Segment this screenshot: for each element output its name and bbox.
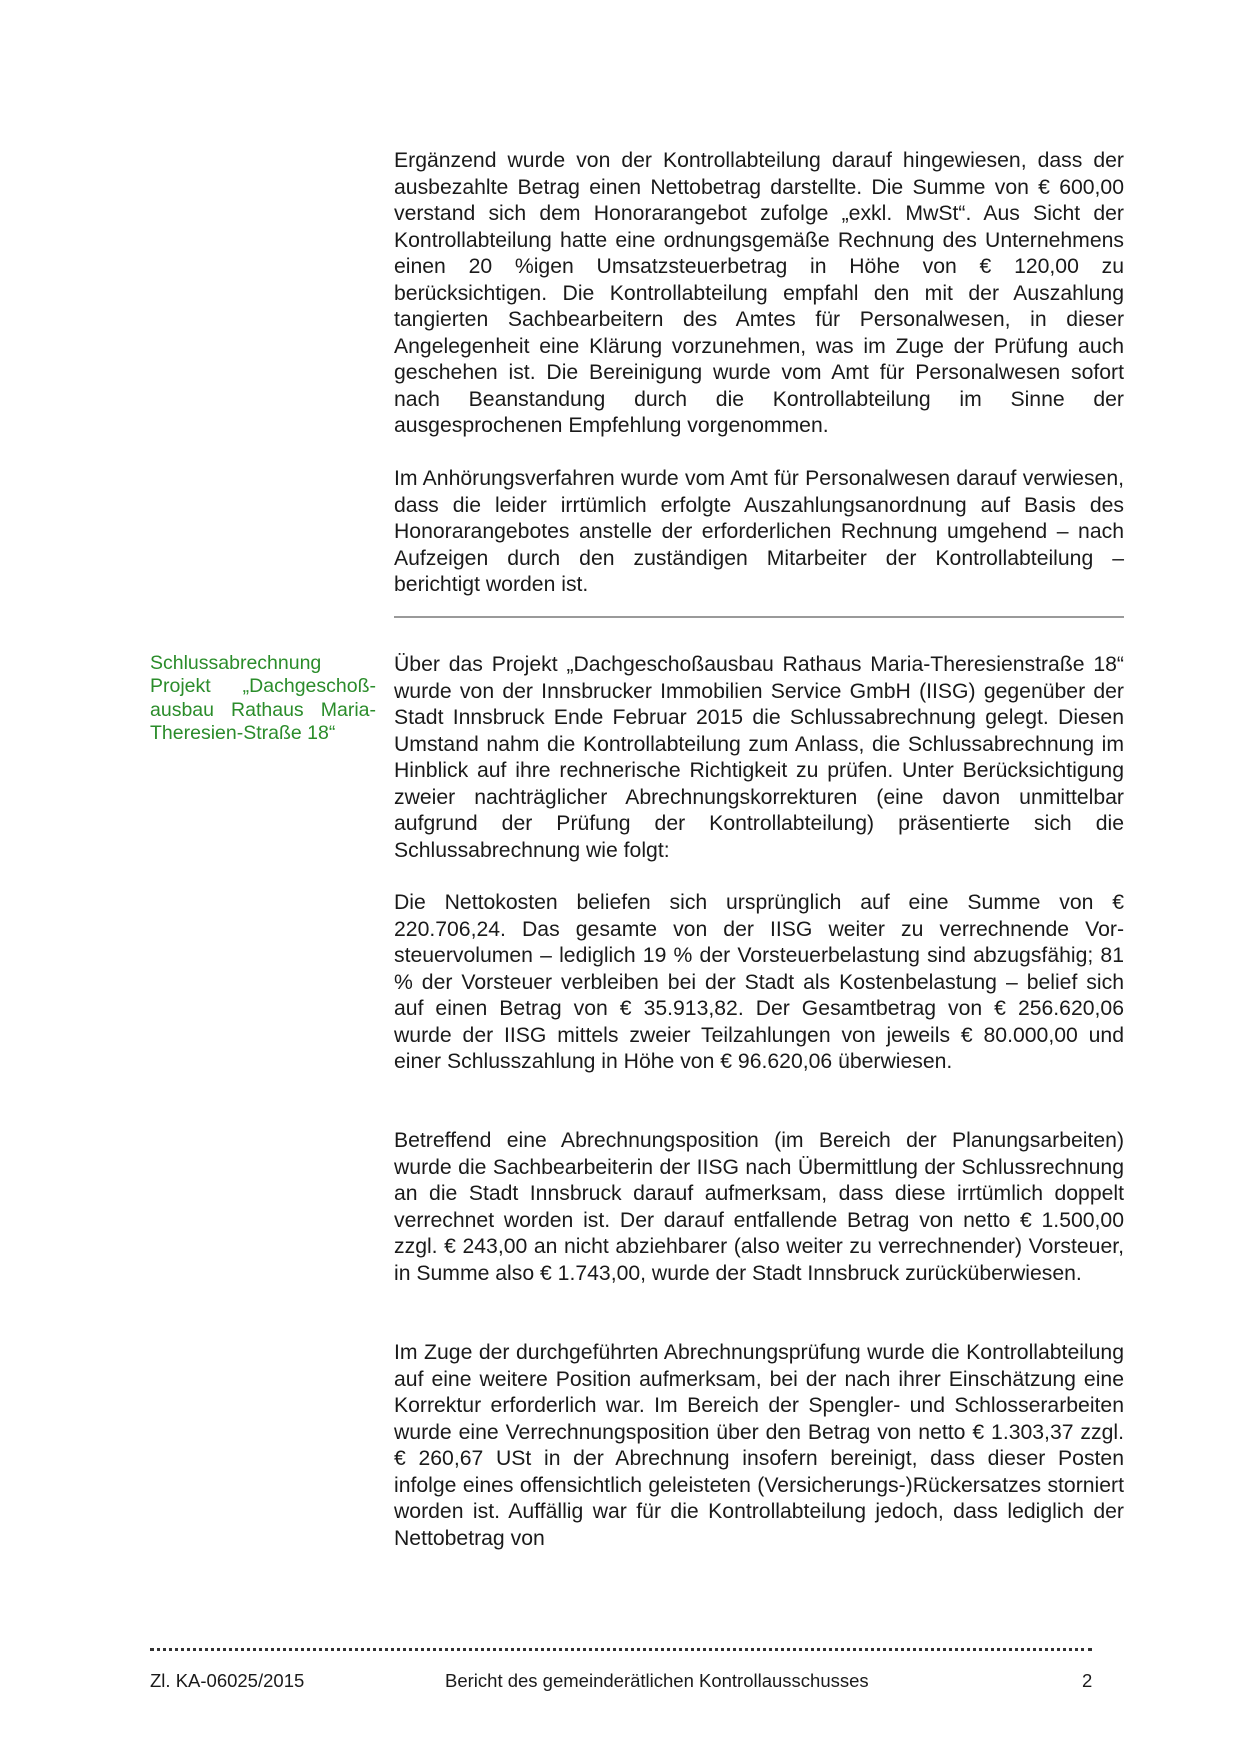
paragraph-net-costs: Die Nettokosten beliefen sich ursprünglich auf eine Summe von € 220.706,24. Das gesamte von der IISG weiter zu verrechnende Vorsteuervolumen – lediglich 19 % der Vorsteuerbelastung sind abzugsfähig; 81 % der Vorsteuer verbleiben bei der Stadt als Kostenbelastung – belief sich auf einen Betrag von € 35.913,82. Der Gesamtbetrag von € 256.620,06 wurde der IISG mittels zweier Teilzahlungen von jeweils € 80.000,00 und einer Schlusszahlung in Höhe von € 96.620,06 überwiesen. (394, 891, 1124, 1073)
sidebar-heading-final-settlement: Schlussabrechnung Projekt „Dachgeschoßausbau Rathaus Maria-Theresien-Straße 18“ (150, 652, 376, 744)
paragraph-project-intro: Über das Projekt „Dachgeschoßausbau Rathaus Maria-Theresienstraße 18“ wurde von der Innsbrucker Immobilien Service GmbH (IISG) gegenüber der Stadt Innsbruck Ende Februar 2015 die Schlussabrechnung gelegt. Diesen Umstand nahm die Kontrollabteilung zum Anlass, die Schlussabrechnung im Hinblick auf ihre rechnerische Richtigkeit zu prüfen. Unter Berücksichtigung zweier nachträglicher Abrechnungskorrekturen (eine davon unmittelbar aufgrund der Prüfung der Kontrollabteilung) präsentierte sich die Schlussabrechnung wie folgt: (394, 653, 1124, 862)
paragraph-net-amount-note: Ergänzend wurde von der Kontrollabteilung darauf hingewiesen, dass der ausbezahlte Betrag einen Nettobetrag darstellte. Die Summe von € 600,00 verstand sich dem Honorarangebot zufolge „exkl. MwSt“. Aus Sicht der Kontrollabteilung hatte eine ordnungsgemäße Rechnung des Unternehmens einen 20 %igen Umsatzsteuerbetrag in Höhe von € 120,00 zu berücksichtigen. Die Kontrollabteilung empfahl den mit der Auszahlung tangierten Sachbearbeitern des Amtes für Personalwesen, in dieser Angelegenheit eine Klärung vorzunehmen, was im Zuge der Prüfung auch geschehen ist. Die Bereinigung wurde vom Amt für Personalwesen sofort nach Beanstandung durch die Kontrollabteilung im Sinne der ausgesprochenen Empfehlung vorgenommen. (394, 149, 1124, 437)
section-divider (394, 616, 1124, 618)
footer-reference: Zl. KA-06025/2015 (150, 1670, 305, 1691)
footer-dotted-line (150, 1648, 1092, 1651)
paragraph-double-billing: Betreffend eine Abrechnungsposition (im Bereich der Planungsarbeiten) wurde die Sachbearbeiterin der IISG nach Übermittlung der Schlussrechnung an die Stadt Innsbruck darauf aufmerksam, dass diese irrtümlich doppelt verrechnet worden ist. Der darauf entfallende Betrag von netto € 1.500,00 zzgl. € 243,00 an nicht abziehbarer (also weiter zu verrechnender) Vorsteuer, in Summe also € 1.743,00, wurde der Stadt Innsbruck zurücküberwiesen. (394, 1129, 1124, 1285)
paragraph-hearing-procedure: Im Anhörungsverfahren wurde vom Amt für Personalwesen darauf verwiesen, dass die leider irrtümlich erfolgte Auszahlungsanordnung auf Basis des Honorarangebotes anstelle der erforderlichen Rechnung umgehend – nach Aufzeigen durch den zuständigen Mitarbeiter der Kontrollabteilung – berichtigt worden ist. (394, 467, 1124, 596)
footer-page-number: 2 (1082, 1670, 1093, 1691)
paragraph-correction: Im Zuge der durchgeführten Abrechnungsprüfung wurde die Kontrollabteilung auf eine weitere Position aufmerksam, bei der nach ihrer Einschätzung eine Korrektur erforderlich war. Im Bereich der Spengler- und Schlosserarbeiten wurde eine Verrechnungsposition über den Betrag von netto € 1.303,37 zzgl. € 260,67 USt in der Abrechnung insofern bereinigt, dass dieser Posten infolge eines offensichtlich geleisteten (Versicherungs-)Rückersatzes storniert worden ist. Auffällig war für die Kontrollabteilung jedoch, dass lediglich der Nettobetrag von (394, 1341, 1124, 1550)
footer-title: Bericht des gemeinderätlichen Kontrollausschusses (445, 1670, 869, 1691)
